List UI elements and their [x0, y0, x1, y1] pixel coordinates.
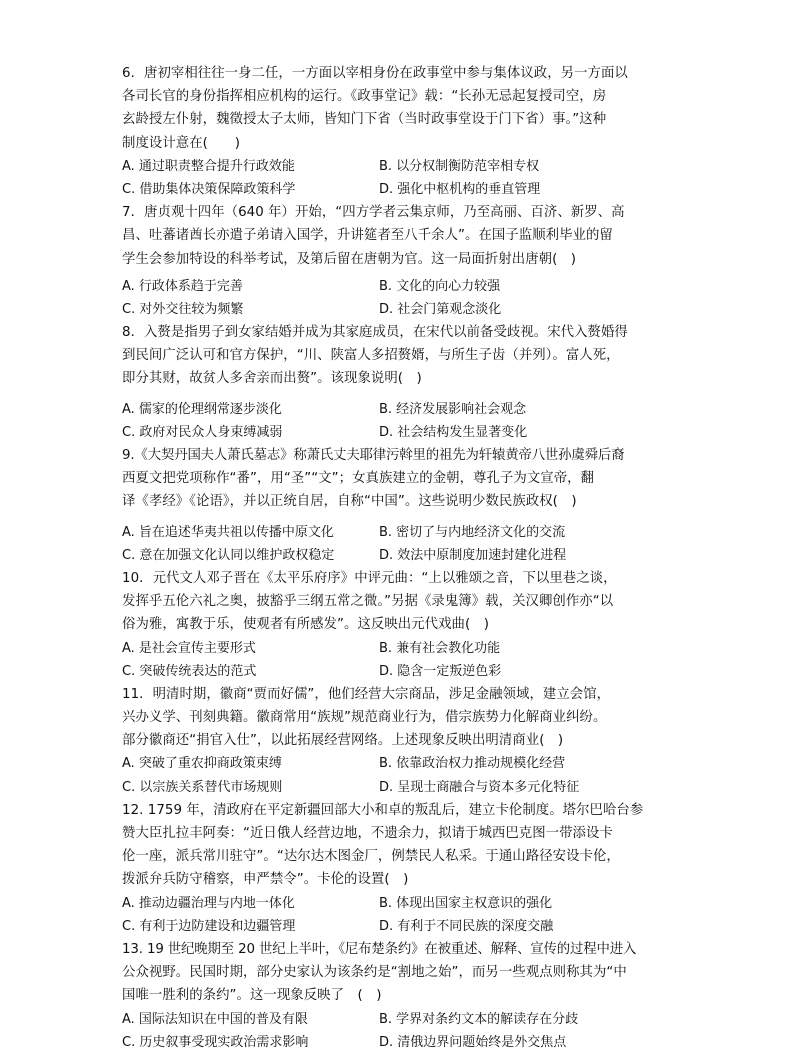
question-10 — [122, 567, 682, 683]
question-11-line-2: 兴办义学、刊刻典籍。徽商常用“族规”规范商业行为，借宗族势力化解商业纠纷。 — [122, 710, 607, 726]
question-13-option-c: C. 历史叙事受现实政治需求影响 — [122, 1034, 309, 1050]
question-8-option-a: A. 儒家的伦理纲常逐步淡化 — [122, 401, 282, 417]
question-13-option-a: A. 国际法知识在中国的普及有限 — [122, 1011, 308, 1027]
question-7-line-3: 学生会参加特设的科举考试，及第后留在唐朝为官。这一局面折射出唐朝( ) — [122, 251, 577, 267]
question-13-options-row-1 — [122, 1008, 682, 1031]
question-8 — [122, 321, 682, 444]
question-9-option-d: D. 效法中原制度加速封建化进程 — [379, 547, 567, 563]
question-7-line-1: 7．唐贞观十四年（640 年）开始，“四方学者云集京师，乃至高丽、百济、新罗、高 — [122, 205, 625, 221]
question-9 — [122, 444, 682, 567]
question-13-options-row-2 — [122, 1031, 682, 1054]
question-7-option-d: D. 社会门第观念淡化 — [379, 301, 502, 317]
question-12-option-b: B. 体现出国家主权意识的强化 — [379, 895, 553, 911]
question-9-line-1: 9.《大契丹国夫人萧氏墓志》称萧氏丈夫耶律污斡里的祖先为轩辕黄帝八世孙虞舜后裔 — [122, 448, 625, 463]
question-13-line-2: 公众视野。民国时期，部分史家认为该条约是“割地之始”，而另一些观点则称其为“中 — [122, 965, 627, 981]
question-12-option-a: A. 推动边疆治理与内地一体化 — [122, 895, 295, 911]
question-8-line-1: 8．入赘是指男子到女家结婚并成为其家庭成员，在宋代以前备受歧视。宋代入赘婚得 — [122, 325, 628, 341]
question-13-option-d: D. 清俄边界问题始终是外交焦点 — [379, 1034, 567, 1050]
question-10-options-row-1 — [122, 637, 682, 660]
question-10-option-c: C. 突破传统表达的范式 — [122, 663, 257, 679]
question-6-line-1: 6．唐初宰相往往一身二任，一方面以宰相身份在政事堂中参与集体议政，另一方面以 — [122, 66, 628, 81]
question-12-line-2: 赞大臣扎拉丰阿奏：“近日俄人经营边地，不遗余力，拟请于城西巴克图一带添设卡 — [122, 826, 613, 841]
question-12-option-d: D. 有利于不同民族的深度交融 — [379, 918, 554, 934]
question-13-line-1: 13. 19 世纪晚期至 20 世纪上半叶，《尼布楚条约》在被重述、解释、宣传的过程中进入 — [122, 941, 637, 957]
question-6-option-b: B. 以分权制衡防范宰相专权 — [379, 158, 540, 174]
question-6-options-row-1 — [122, 155, 682, 178]
question-13 — [122, 938, 682, 1054]
question-6-option-d: D. 强化中枢机构的垂直管理 — [379, 181, 541, 197]
question-7-options-row-2 — [122, 298, 682, 321]
question-9-option-b: B. 密切了与内地经济文化的交流 — [379, 524, 566, 540]
question-11-option-b: B. 依靠政治权力推动规模化经营 — [379, 756, 566, 772]
question-7-line-2: 昌、吐蕃诸酋长亦遣子弟请入国学，升讲筵者至八千余人”。在国子监顺利毕业的留 — [122, 228, 613, 244]
question-8-line-2: 到民间广泛认可和官方保护，“川、陕富人多招赘婿，与所生子齿（并列）。富人死， — [122, 348, 620, 364]
question-6-options-row-2 — [122, 178, 682, 201]
question-7-options-row-1 — [122, 275, 682, 298]
question-13-line-3: 国唯一胜利的条约”。这一现象反映了 ( ) — [122, 988, 382, 1004]
question-12-line-4: 拨派弁兵防守稽察，申严禁令”。卡伦的设置( ) — [122, 872, 409, 888]
question-6-option-c: C. 借助集体决策保障政策科学 — [122, 181, 296, 197]
question-8-line-3: 即分其财，故贫人多舍亲而出赘”。该现象说明( ) — [122, 371, 422, 387]
question-9-option-a: A. 旨在追述华夷共祖以传播中原文化 — [122, 524, 334, 540]
question-12-line-3: 伦一座，派兵常川驻守”。“达尔达木图金厂，例禁民人私采。于通山路径安设卡伦， — [122, 849, 620, 865]
question-9-options-row-2 — [122, 544, 682, 567]
question-9-line-3: 译《孝经》《论语》，并以正统自居，自称“中国”。这些说明少数民族政权( ) — [122, 494, 577, 510]
question-12-line-1: 12. 1759 年，清政府在平定新疆回部大小和卓的叛乱后，建立卡伦制度。塔尔巴哈台参 — [122, 802, 644, 818]
question-8-options-row-1 — [122, 398, 682, 421]
question-6-line-4: 制度设计意在( ) — [122, 135, 241, 151]
question-7 — [122, 201, 682, 321]
question-11-option-a: A. 突破了重农抑商政策束缚 — [122, 756, 282, 772]
question-10-options-row-2 — [122, 660, 682, 683]
question-6-line-2: 各司长官的身份指挥相应机构的运行。《政事堂记》载：“长孙无忌起复授司空，房 — [122, 89, 607, 105]
question-10-line-2: 发挥乎五伦六礼之奥，披豁乎三纲五常之微。”另据《录鬼簿》载，关汉卿创作亦“以 — [122, 594, 614, 610]
question-6 — [122, 62, 682, 201]
question-7-option-a: A. 行政体系趋于完善 — [122, 278, 243, 294]
question-11 — [122, 683, 682, 799]
question-12-options-row-2 — [122, 915, 682, 938]
question-list — [122, 62, 682, 1054]
question-10-option-d: D. 隐含一定叛逆色彩 — [379, 663, 502, 679]
question-8-option-b: B. 经济发展影响社会观念 — [379, 401, 527, 417]
question-11-line-1: 11．明清时期，徽商“贾而好儒”，他们经营大宗商品，涉足金融领域，建立会馆， — [122, 686, 611, 702]
question-9-option-c: C. 意在加强文化认同以维护政权稳定 — [122, 547, 335, 563]
question-13-option-b: B. 学界对条约文本的解读存在分歧 — [379, 1011, 579, 1027]
question-9-options-row-1 — [122, 521, 682, 544]
question-6-line-3: 玄龄授左仆射，魏徵授太子太师，皆知门下省（当时政事堂设于门下省）事。”这种 — [122, 112, 607, 128]
question-12-options-row-1 — [122, 892, 682, 915]
question-8-option-d: D. 社会结构发生显著变化 — [379, 424, 528, 440]
question-8-options-row-2 — [122, 421, 682, 444]
question-10-option-b: B. 兼有社会教化功能 — [379, 640, 501, 656]
question-10-option-a: A. 是社会宣传主要形式 — [122, 640, 256, 656]
question-6-option-a: A. 通过职责整合提升行政效能 — [122, 158, 295, 174]
question-7-option-b: B. 文化的向心力较强 — [379, 278, 501, 294]
question-12-option-c: C. 有利于边防建设和边疆管理 — [122, 918, 296, 934]
question-12 — [122, 799, 682, 938]
question-11-options-row-1 — [122, 752, 682, 775]
question-7-option-c: C. 对外交往较为频繁 — [122, 301, 244, 317]
question-11-option-c: C. 以宗族关系替代市场规则 — [122, 779, 283, 795]
question-11-option-d: D. 呈现士商融合与资本多元化特征 — [379, 779, 580, 795]
question-9-line-2: 西夏文把党项称作“番”，用“圣”“文”；女真族建立的金朝，尊孔子为文宣帝，翻 — [122, 471, 595, 487]
question-11-options-row-2 — [122, 776, 682, 799]
question-10-line-1: 10．元代文人邓子晋在《太平乐府序》中评元曲：“上以雅颂之音，下以里巷之谈， — [122, 570, 617, 586]
question-8-option-c: C. 政府对民众人身束缚减弱 — [122, 424, 283, 440]
question-10-line-3: 俗为雅，寓教于乐，使观者有所感发”。这反映出元代戏曲( ) — [122, 617, 489, 633]
question-11-line-3: 部分徽商还“捐官入仕”，以此拓展经营网络。上述现象反映出明清商业( ) — [122, 733, 564, 749]
